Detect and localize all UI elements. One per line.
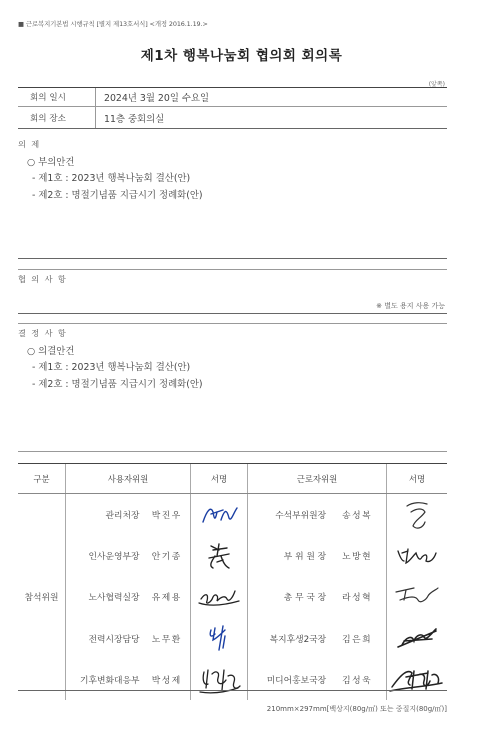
table-row [18, 659, 447, 700]
decision-item: - 제1호 : 2023년 행복나눔회 결산(안) [32, 362, 191, 373]
decision-top-border [18, 323, 447, 324]
signature [191, 659, 248, 700]
header-signature: 서명 [387, 464, 448, 494]
page-side-note: (앞쪽) [428, 81, 445, 88]
attendee-category: 참석위원 [24, 593, 59, 604]
attendees-table-bottom-border [18, 690, 447, 691]
header-worker-members: 근로자위원 [247, 464, 386, 494]
decision-bottom-border [18, 451, 447, 452]
attendees-table [18, 463, 447, 700]
signature [387, 618, 448, 659]
meeting-table-bottom-border [18, 128, 447, 129]
worker-title: 미디어홍보국장 [247, 659, 328, 700]
signature [387, 535, 448, 576]
employer-title: 관리처장 [65, 494, 143, 536]
employer-title: 전력시장담당 [65, 618, 143, 659]
table-row [18, 494, 447, 536]
decision-item: - 제2호 : 명절기념품 지급시기 정례화(안) [32, 379, 203, 390]
employer-name: 박진우 [151, 511, 182, 522]
employer-title: 노사협력실장 [65, 576, 143, 617]
meeting-table-top-border [18, 87, 447, 88]
agenda-bottom-border [18, 258, 447, 259]
worker-title: 부 위 원 장 [247, 535, 328, 576]
discussion-bottom-border [18, 313, 447, 314]
signature [191, 535, 248, 576]
signature [191, 618, 248, 659]
paper-spec-footer: 210mm×297mm[백상지(80g/㎡) 또는 중질지(80g/㎡)] [266, 705, 447, 713]
header-signature: 서명 [191, 464, 248, 494]
page-title: 제1차 행복나눔회 협의회 회의록 [140, 48, 343, 64]
meeting-place-label: 회의 장소 [30, 114, 66, 124]
header-category: 구분 [18, 464, 65, 494]
employer-name: 박성제 [151, 675, 182, 686]
discussion-heading: 협 의 사 항 [18, 274, 68, 284]
agenda-item: - 제2호 : 명절기념품 지급시기 정례화(안) [32, 190, 203, 201]
worker-title: 총 무 국 장 [247, 576, 328, 617]
meeting-place-value: 11층 중회의실 [104, 114, 165, 125]
meeting-table-row-divider [18, 106, 447, 107]
decision-heading: 결 정 사 항 [18, 328, 68, 338]
worker-name: 노방현 [342, 552, 373, 563]
signature [191, 576, 248, 617]
employer-name: 안기종 [151, 552, 182, 563]
meeting-table-column-divider [95, 88, 96, 128]
agenda-item: - 제1호 : 2023년 행복나눔회 결산(안) [32, 173, 191, 184]
header-employer-members: 사용자위원 [65, 464, 190, 494]
signature [387, 576, 448, 617]
worker-title: 복지후생2국장 [247, 618, 328, 659]
table-row [18, 576, 447, 617]
agenda-heading: 의 제 [18, 139, 41, 149]
employer-name: 유제용 [151, 593, 182, 604]
signature [387, 494, 448, 536]
table-row [18, 535, 447, 576]
discussion-note: ※ 별도 용지 사용 가능 [376, 302, 445, 310]
employer-title: 기후변화대응부 [65, 659, 143, 700]
table-row [18, 618, 447, 659]
form-note: ■ 근로복지기본법 시행규칙 [별지 제13호서식] <개정 2016.1.19.> [18, 20, 208, 28]
discussion-top-border [18, 269, 447, 270]
meeting-date-label: 회의 일시 [30, 93, 66, 103]
agenda-subheading: ○ 부의안건 [27, 157, 75, 168]
worker-name: 라성혁 [342, 593, 373, 604]
decision-subheading: ○ 의결안건 [27, 346, 75, 357]
employer-name: 노무환 [151, 634, 182, 645]
attendees-header-row [18, 464, 447, 494]
employer-title: 인사운영부장 [65, 535, 143, 576]
worker-name: 김성욱 [342, 675, 373, 686]
signature [191, 494, 248, 536]
meeting-date-value: 2024년 3월 20일 수요일 [104, 93, 210, 104]
worker-name: 김은희 [342, 634, 373, 645]
signature [387, 659, 448, 700]
worker-title: 수석부위원장 [247, 494, 328, 536]
worker-name: 송성복 [342, 511, 373, 522]
